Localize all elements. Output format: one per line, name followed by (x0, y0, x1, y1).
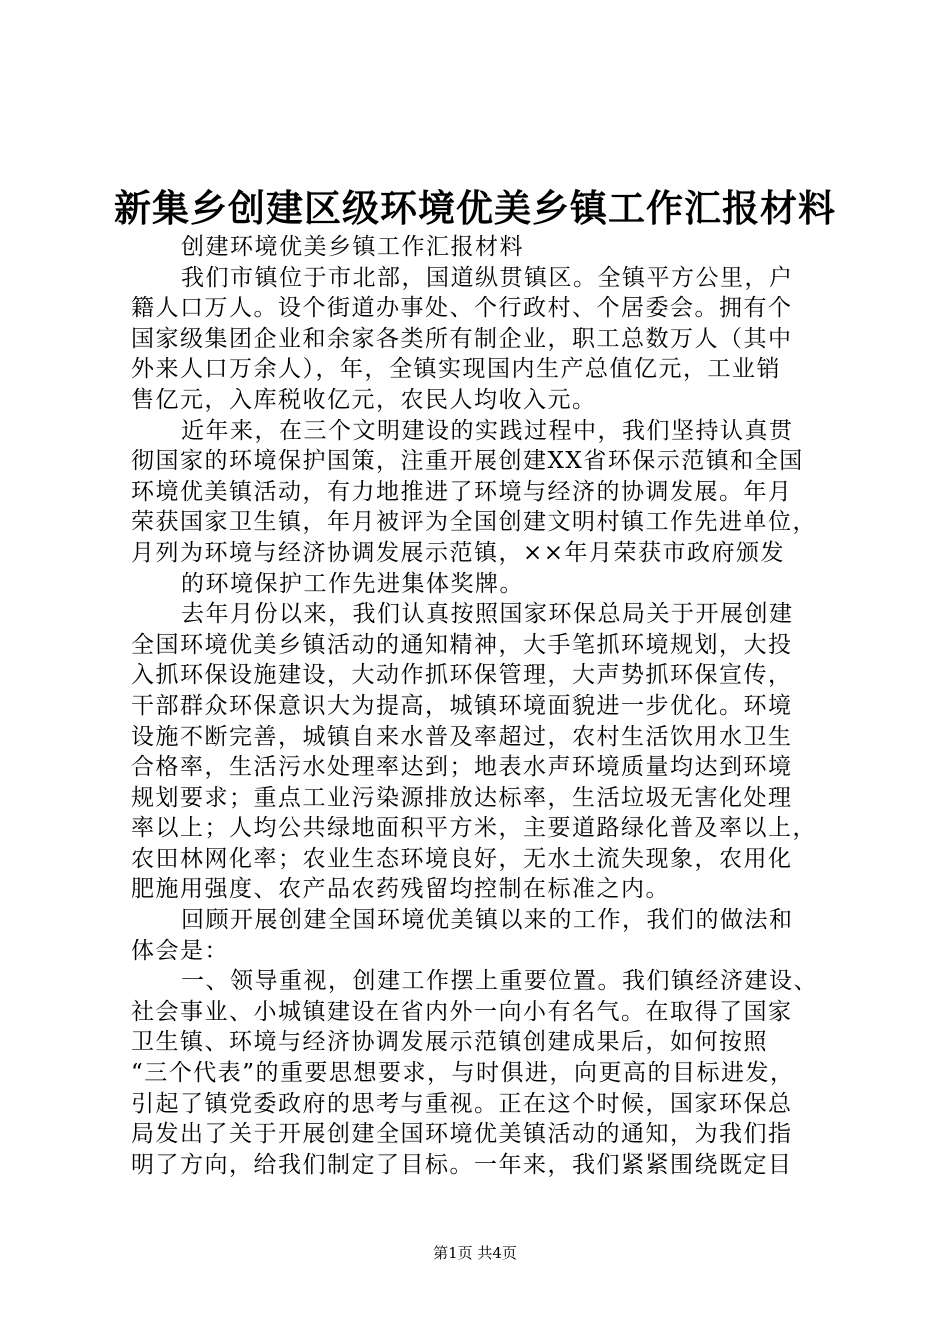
text-line: 规划要求；重点工业污染源排放达标率，生活垃圾无害化处理 (131, 784, 793, 811)
text-line: 一、领导重视，创建工作摆上重要位置。我们镇经济建设、 (181, 968, 818, 995)
page-number: 第1页 共4页 (433, 1244, 517, 1262)
text-line: 籍人口万人。设个街道办事处、个行政村、个居委会。拥有个 (131, 295, 793, 322)
text-line: 引起了镇党委政府的思考与重视。正在这个时候，国家环保总 (131, 1090, 793, 1117)
text-line: 明了方向，给我们制定了目标。一年来，我们紧紧围绕既定目 (131, 1151, 793, 1178)
text-line: 月列为环境与经济协调发展示范镇，××年月荣获市政府颁发 (131, 539, 786, 566)
text-line: 干部群众环保意识大为提高，城镇环境面貌进一步优化。环境 (131, 692, 793, 719)
text-line: 合格率，生活污水处理率达到；地表水声环境质量均达到环境 (131, 754, 793, 781)
text-line: 去年月份以来，我们认真按照国家环保总局关于开展创建 (181, 601, 794, 628)
text-line: 入抓环保设施建设，大动作抓环保管理，大声势抓环保宣传， (131, 662, 793, 689)
text-line: 彻国家的环境保护国策，注重开展创建XX省环保示范镇和全国 (131, 448, 804, 475)
document-title: 新集乡创建区级环境优美乡镇工作汇报材料 (114, 186, 836, 230)
text-line: 环境优美镇活动，有力地推进了环境与经济的协调发展。年月 (131, 478, 793, 505)
text-line: 外来人口万余人），年，全镇实现国内生产总值亿元，工业销 (131, 356, 781, 383)
text-line: 率以上；人均公共绿地面积平方米，主要道路绿化普及率以上， (131, 815, 817, 842)
text-line: “三个代表”的重要思想要求，与时俱进，向更高的目标进发， (131, 1060, 795, 1087)
text-line: 全国环境优美乡镇活动的通知精神，大手笔抓环境规划，大投 (131, 631, 793, 658)
text-line: 局发出了关于开展创建全国环境优美镇活动的通知，为我们指 (131, 1121, 793, 1148)
text-line: 荣获国家卫生镇，年月被评为全国创建文明村镇工作先进单位， (131, 509, 817, 536)
text-line: 售亿元，入库税收亿元，农民人均收入元。 (131, 386, 597, 413)
text-line: 肥施用强度、农产品农药残留均控制在标准之内。 (131, 876, 670, 903)
text-line: 农田林网化率；农业生态环境良好，无水土流失现象，农用化 (131, 845, 793, 872)
text-line: 社会事业、小城镇建设在省内外一向小有名气。在取得了国家 (131, 998, 793, 1025)
text-line: 近年来，在三个文明建设的实践过程中，我们坚持认真贯 (181, 417, 794, 444)
document-body (131, 232, 831, 1180)
text-line: 体会是： (131, 937, 229, 964)
text-line: 的环境保护工作先进集体奖牌。 (181, 570, 524, 597)
text-line: 回顾开展创建全国环境优美镇以来的工作，我们的做法和 (181, 907, 794, 934)
text-line: 创建环境优美乡镇工作汇报材料 (181, 234, 524, 260)
text-line: 我们市镇位于市北部，国道纵贯镇区。全镇平方公里，户 (181, 264, 794, 291)
text-line: 设施不断完善，城镇自来水普及率超过，农村生活饮用水卫生 (131, 723, 793, 750)
text-line: 国家级集团企业和余家各类所有制企业，职工总数万人（其中 (131, 325, 793, 352)
text-line: 卫生镇、环境与经济协调发展示范镇创建成果后，如何按照 (131, 1029, 768, 1056)
